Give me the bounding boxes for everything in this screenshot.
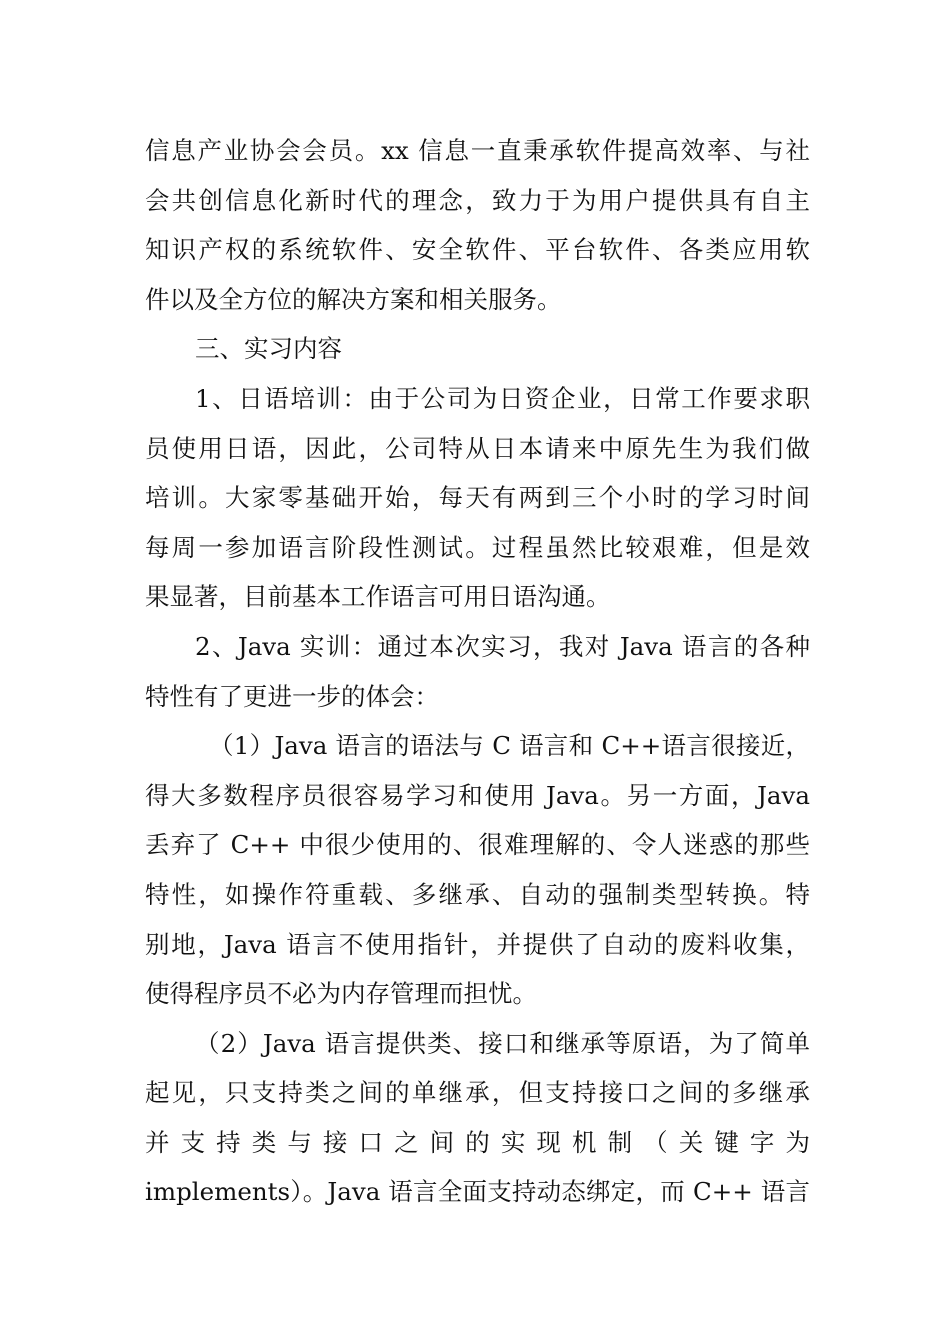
text-line: 别地，Java 语言不使用指针，并提供了自动的废料收集，	[145, 929, 810, 959]
text-line: 2、Java 实训：通过本次实习，我对 Java 语言的各种	[195, 631, 810, 661]
text-line: 信息产业协会会员。xx 信息一直秉承软件提高效率、与社	[145, 136, 810, 165]
text-line: 丢弃了 C++ 中很少使用的、很难理解的、令人迷惑的那些	[145, 830, 810, 860]
text-line: 会共创信息化新时代的理念，致力于为用户提供具有自主	[145, 185, 810, 215]
text-line: 果显著，目前基本工作语言可用日语沟通。	[145, 582, 611, 612]
section-heading: 三、实习内容	[195, 334, 342, 364]
text-line: 知识产权的系统软件、安全软件、平台软件、各类应用软	[145, 235, 810, 265]
text-line: 并 支 持 类 与 接 口 之 间 的 实 现 机 制 （ 关 键 字 为	[145, 1127, 810, 1157]
text-line: 使得程序员不必为内存管理而担忧。	[145, 979, 537, 1009]
text-line: implements）。Java 语言全面支持动态绑定，而 C++ 语言	[145, 1177, 810, 1207]
text-line: 培训。大家零基础开始，每天有两到三个小时的学习时间	[145, 483, 810, 513]
text-line: 员使用日语，因此，公司特从日本请来中原先生为我们做	[145, 433, 810, 463]
text-line: 1、日语培训：由于公司为日资企业，日常工作要求职	[195, 383, 810, 413]
text-line: （2）Java 语言提供类、接口和继承等原语，为了简单	[195, 1028, 810, 1058]
text-line: 得大多数程序员很容易学习和使用 Java。另一方面，Java	[145, 780, 810, 810]
text-line: 特性，如操作符重载、多继承、自动的强制类型转换。特	[145, 879, 810, 909]
text-line: （1）Java 语言的语法与 C 语言和 C++语言很接近，	[209, 731, 810, 761]
text-line: 件以及全方位的解决方案和相关服务。	[145, 284, 562, 314]
document-body	[145, 126, 810, 1217]
text-line: 起见，只支持类之间的单继承，但支持接口之间的多继承	[145, 1078, 810, 1108]
text-line: 每周一参加语言阶段性测试。过程虽然比较艰难，但是效	[145, 532, 810, 562]
text-line: 特性有了更进一步的体会：	[145, 681, 439, 711]
